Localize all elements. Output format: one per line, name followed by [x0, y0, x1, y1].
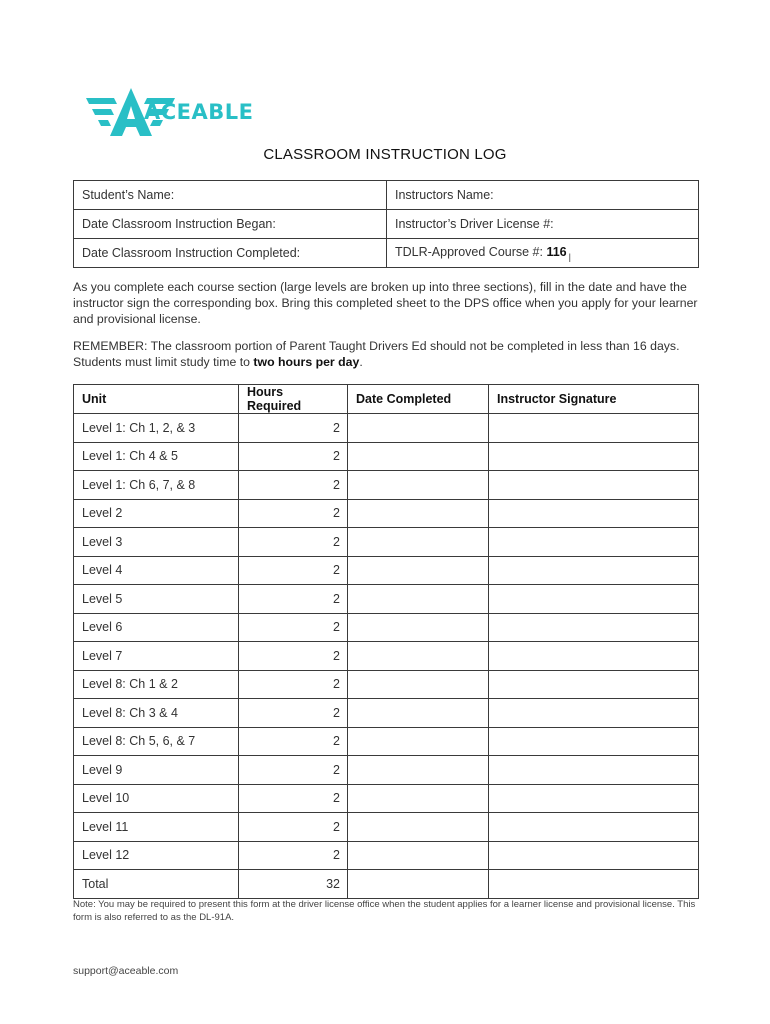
header-signature: Instructor Signature [489, 385, 699, 414]
student-name-field[interactable]: Student’s Name: [74, 181, 387, 210]
support-email[interactable]: support@aceable.com [73, 965, 179, 977]
total-signature-cell[interactable] [489, 870, 699, 899]
table-row [74, 499, 699, 528]
unit-cell: Level 1: Ch 6, 7, & 8 [74, 471, 239, 500]
course-number-mark: | [568, 251, 571, 262]
hours-cell: 2 [239, 556, 348, 585]
date-completed-cell[interactable] [348, 727, 489, 756]
hours-cell: 2 [239, 841, 348, 870]
unit-cell: Level 8: Ch 5, 6, & 7 [74, 727, 239, 756]
instructor-signature-cell[interactable] [489, 642, 699, 671]
date-completed-cell[interactable] [348, 442, 489, 471]
date-completed-field[interactable]: Date Classroom Instruction Completed: [74, 239, 387, 268]
unit-cell: Level 5 [74, 585, 239, 614]
total-label: Total [74, 870, 239, 899]
instructor-signature-cell[interactable] [489, 784, 699, 813]
date-completed-cell[interactable] [348, 556, 489, 585]
hours-cell: 2 [239, 670, 348, 699]
instruction-log-table [73, 384, 699, 899]
unit-cell: Level 8: Ch 3 & 4 [74, 699, 239, 728]
unit-cell: Level 1: Ch 4 & 5 [74, 442, 239, 471]
date-completed-cell[interactable] [348, 642, 489, 671]
table-row [74, 613, 699, 642]
table-row [74, 585, 699, 614]
reminder-text [73, 338, 703, 370]
instructor-name-field[interactable]: Instructors Name: [387, 181, 699, 210]
date-completed-cell[interactable] [348, 585, 489, 614]
hours-cell: 2 [239, 442, 348, 471]
unit-cell: Level 8: Ch 1 & 2 [74, 670, 239, 699]
brand-name: ACEABLE [144, 100, 254, 124]
date-completed-cell[interactable] [348, 784, 489, 813]
date-completed-cell[interactable] [348, 813, 489, 842]
unit-cell: Level 10 [74, 784, 239, 813]
header-hours: Hours Required [239, 385, 348, 414]
unit-cell: Level 2 [74, 499, 239, 528]
header-unit: Unit [74, 385, 239, 414]
table-row [74, 756, 699, 785]
unit-cell: Level 3 [74, 528, 239, 557]
date-completed-cell[interactable] [348, 699, 489, 728]
date-completed-cell[interactable] [348, 528, 489, 557]
instructor-signature-cell[interactable] [489, 756, 699, 785]
table-row [74, 727, 699, 756]
reminder-body: REMEMBER: The classroom portion of Parent Taught Drivers Ed should not be completed in less than 16 days. Students must limit study time to [73, 339, 680, 369]
course-number-value: 116 [546, 244, 567, 259]
instructor-signature-cell[interactable] [489, 585, 699, 614]
hours-cell: 2 [239, 585, 348, 614]
instructor-signature-cell[interactable] [489, 613, 699, 642]
hours-cell: 2 [239, 727, 348, 756]
total-row [74, 870, 699, 899]
table-row [74, 784, 699, 813]
unit-cell: Level 9 [74, 756, 239, 785]
date-completed-cell[interactable] [348, 414, 489, 443]
header-date: Date Completed [348, 385, 489, 414]
total-date-cell[interactable] [348, 870, 489, 899]
hours-cell: 2 [239, 414, 348, 443]
instructor-signature-cell[interactable] [489, 841, 699, 870]
date-completed-cell[interactable] [348, 756, 489, 785]
table-row [74, 556, 699, 585]
table-row [74, 841, 699, 870]
date-began-field[interactable]: Date Classroom Instruction Began: [74, 210, 387, 239]
instructor-license-field[interactable]: Instructor’s Driver License #: [387, 210, 699, 239]
date-completed-cell[interactable] [348, 471, 489, 500]
unit-cell: Level 7 [74, 642, 239, 671]
unit-cell: Level 12 [74, 841, 239, 870]
unit-cell: Level 11 [74, 813, 239, 842]
hours-cell: 2 [239, 699, 348, 728]
instructor-signature-cell[interactable] [489, 442, 699, 471]
hours-cell: 2 [239, 528, 348, 557]
instructor-signature-cell[interactable] [489, 556, 699, 585]
instructor-signature-cell[interactable] [489, 414, 699, 443]
date-completed-cell[interactable] [348, 841, 489, 870]
log-body [74, 414, 699, 870]
table-row [74, 414, 699, 443]
unit-cell: Level 4 [74, 556, 239, 585]
instructions-text: As you complete each course section (large levels are broken up into three sections), fill in the date and have the instructor sign the corresponding box. Bring this completed sheet to the DPS office when you apply for your learner and provisional license. [73, 280, 698, 326]
table-header-row [74, 385, 699, 414]
date-completed-cell[interactable] [348, 499, 489, 528]
table-row [74, 813, 699, 842]
instructor-signature-cell[interactable] [489, 813, 699, 842]
instructor-signature-cell[interactable] [489, 499, 699, 528]
total-hours: 32 [239, 870, 348, 899]
table-row [74, 699, 699, 728]
footnote: Note: You may be required to present this form at the driver license office when the student applies for a learner license and provisional license. This form is also referred to as the DL-91A. [73, 899, 696, 923]
reminder-emphasis: two hours per day [253, 355, 360, 369]
hours-cell: 2 [239, 813, 348, 842]
hours-cell: 2 [239, 471, 348, 500]
course-number-label: TDLR-Approved Course #: [395, 244, 543, 259]
page-title: CLASSROOM INSTRUCTION LOG [263, 146, 507, 163]
date-completed-cell[interactable] [348, 670, 489, 699]
unit-cell: Level 6 [74, 613, 239, 642]
instructor-signature-cell[interactable] [489, 670, 699, 699]
unit-cell: Level 1: Ch 1, 2, & 3 [74, 414, 239, 443]
instructor-signature-cell[interactable] [489, 471, 699, 500]
hours-cell: 2 [239, 499, 348, 528]
info-table [73, 180, 699, 268]
course-number-field[interactable] [387, 239, 699, 268]
table-row [74, 442, 699, 471]
reminder-end: . [359, 355, 363, 369]
instructor-signature-cell[interactable] [489, 528, 699, 557]
hours-cell: 2 [239, 642, 348, 671]
hours-cell: 2 [239, 756, 348, 785]
instructor-signature-cell[interactable] [489, 699, 699, 728]
hours-cell: 2 [239, 613, 348, 642]
date-completed-cell[interactable] [348, 613, 489, 642]
table-row [74, 670, 699, 699]
table-row [74, 528, 699, 557]
table-row [74, 471, 699, 500]
table-row [74, 642, 699, 671]
hours-cell: 2 [239, 784, 348, 813]
instructor-signature-cell[interactable] [489, 727, 699, 756]
